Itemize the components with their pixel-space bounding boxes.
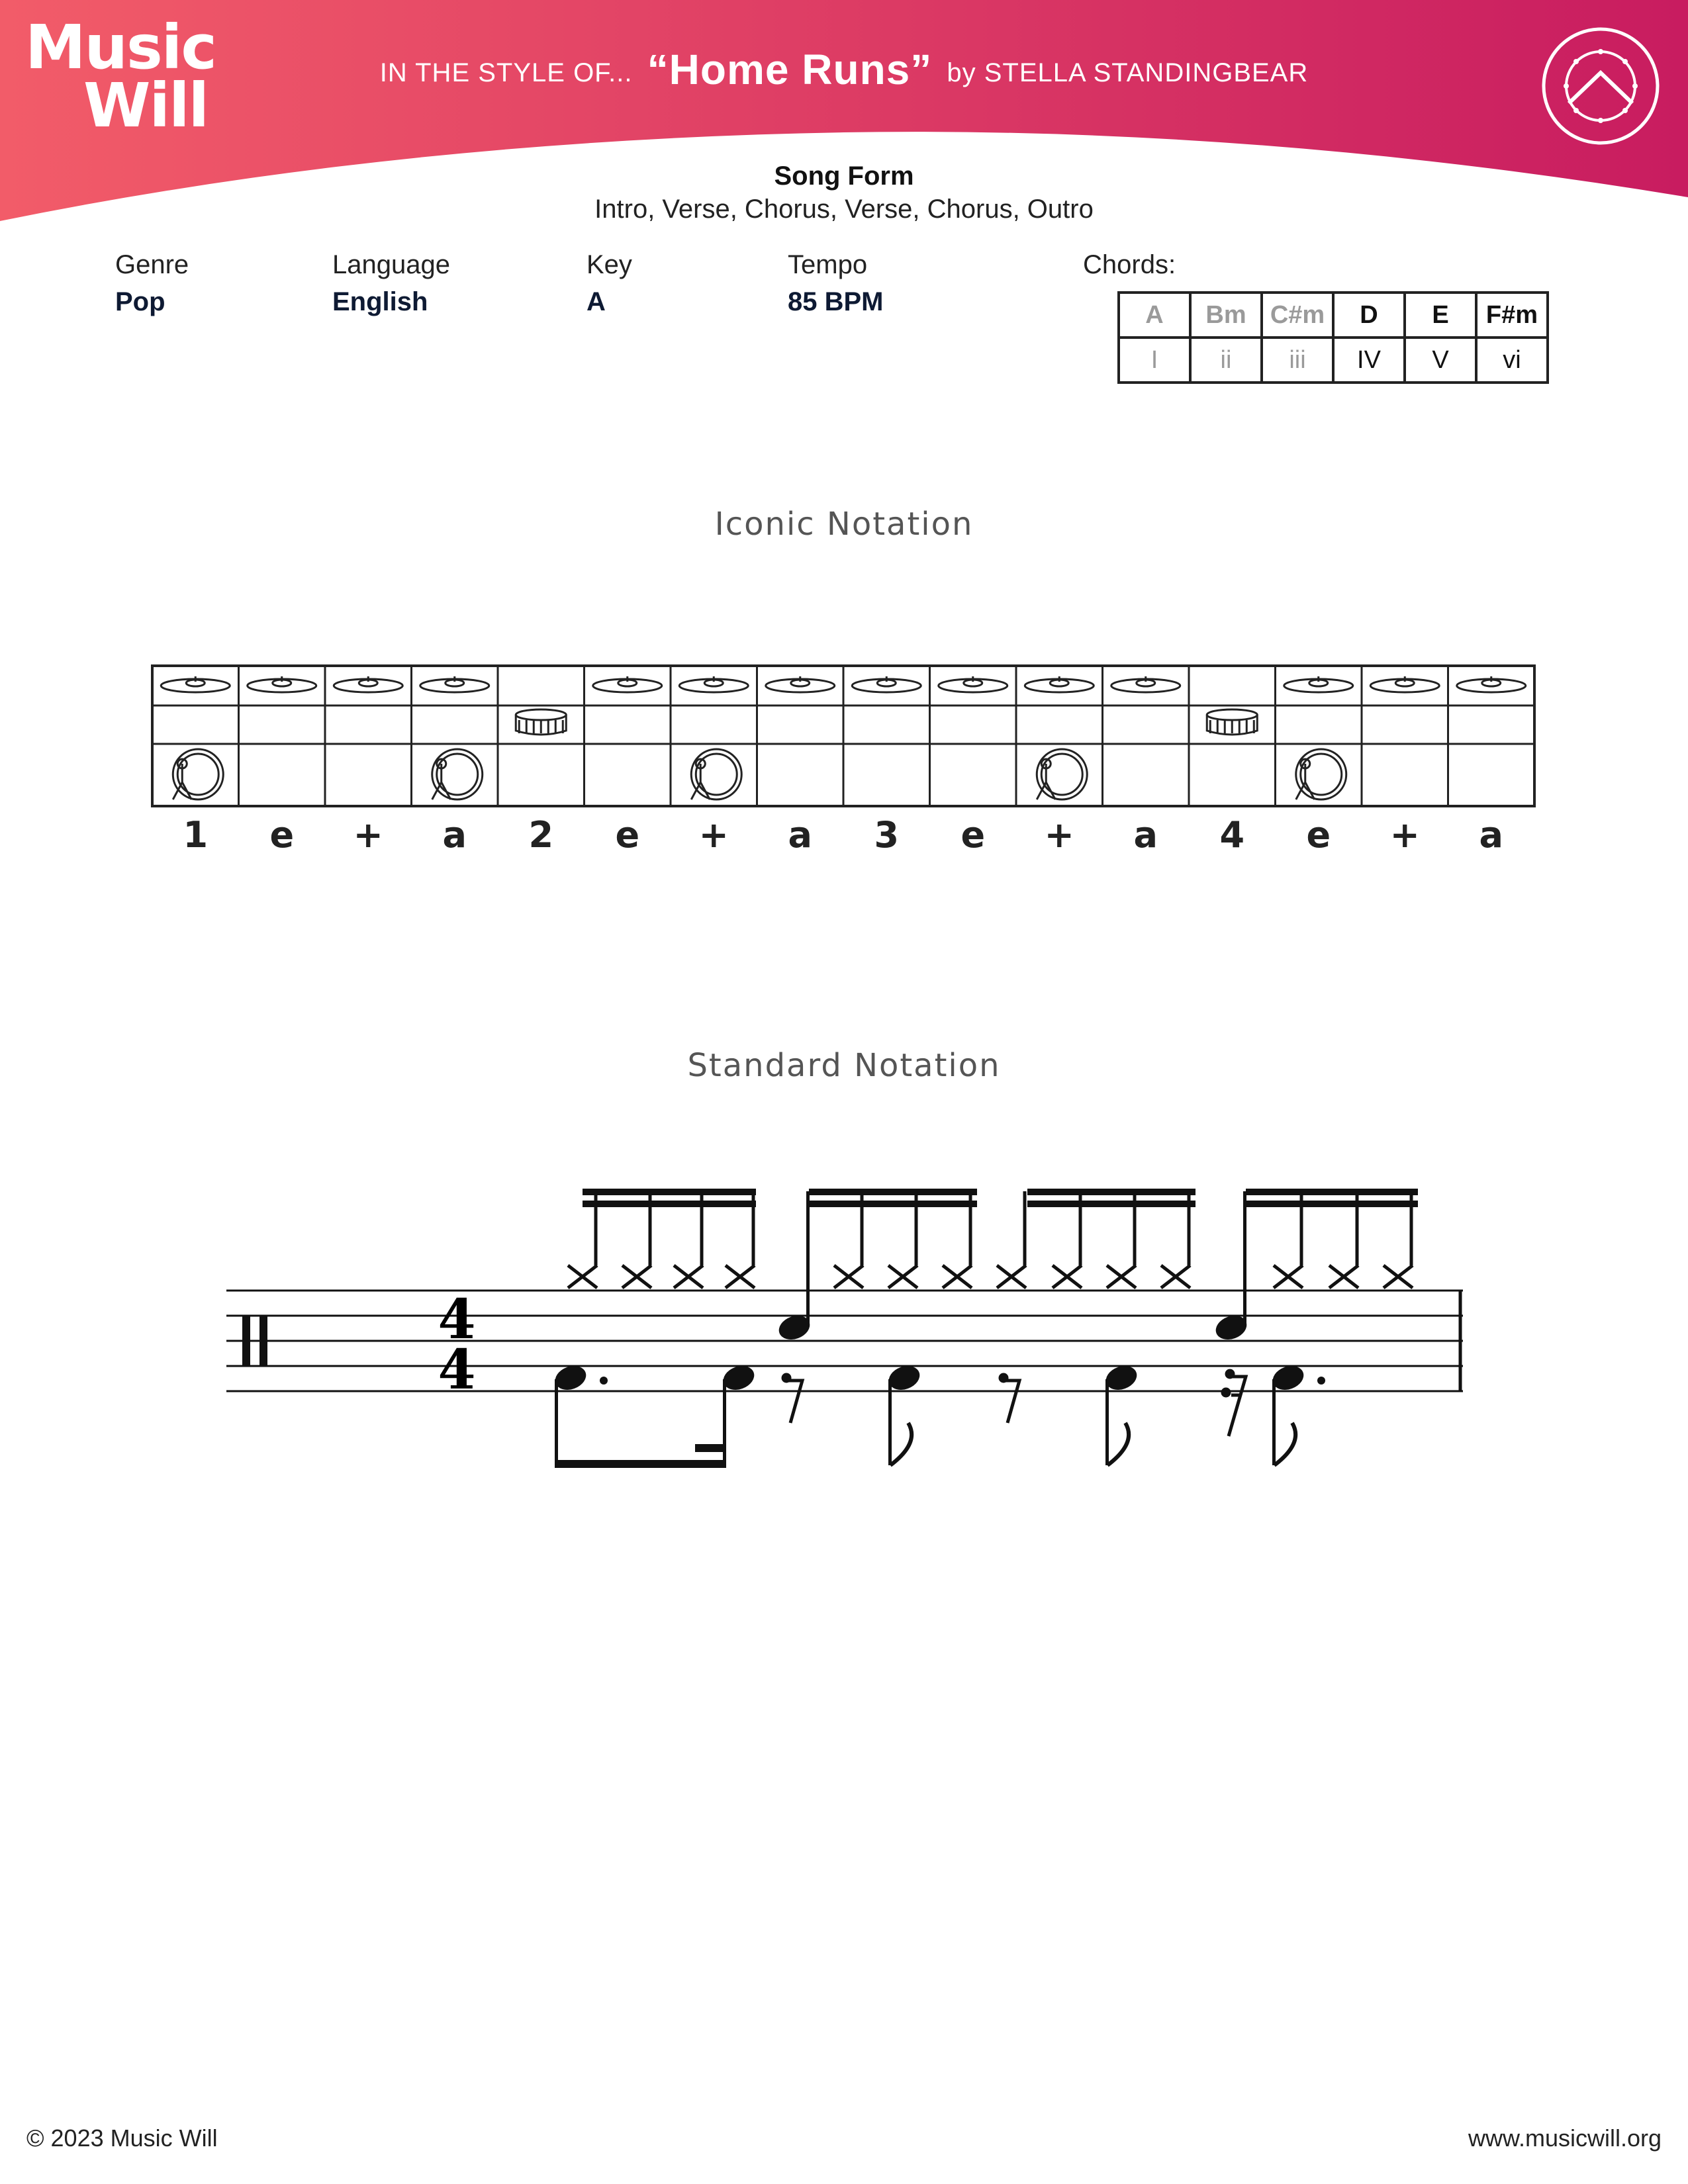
iconic-notation-title: Iconic Notation: [714, 506, 974, 543]
kick-stem: [1105, 1379, 1109, 1465]
genre-label: Genre: [115, 250, 189, 279]
artist-credit: by STELLA STANDINGBEAR: [947, 58, 1309, 87]
chord-table: [1117, 291, 1549, 384]
chord-name: A: [1119, 293, 1190, 338]
chord-name: E: [1405, 293, 1476, 338]
kick-stem: [555, 1379, 558, 1465]
snare-stem: [806, 1191, 810, 1326]
hihat-icon: [334, 676, 402, 692]
key-value: A: [586, 287, 606, 316]
tempo-value: 85 BPM: [788, 287, 884, 316]
hihat-icon: [248, 676, 316, 692]
kick-beam: [555, 1460, 726, 1468]
count-label: e: [615, 814, 640, 856]
time-signature-top: 4: [438, 1288, 476, 1351]
copyright: © 2023 Music Will: [26, 2124, 218, 2152]
chord-numeral: iii: [1262, 338, 1333, 383]
chord-numeral: I: [1119, 338, 1190, 383]
chord-name: C#m: [1262, 293, 1333, 338]
chords-label: Chords:: [1083, 250, 1176, 279]
upper-beams: [583, 1189, 1418, 1207]
hihat-icon: [161, 676, 230, 692]
snare-drum-icon: [1207, 709, 1257, 735]
song-form-title: Song Form: [774, 161, 914, 191]
count-label: e: [961, 814, 986, 856]
count-label: e: [1306, 814, 1331, 856]
snare-drum-icon: [516, 709, 566, 735]
hihat-icon: [1284, 676, 1353, 692]
song-title: “Home Runs”: [647, 46, 933, 93]
key-label: Key: [586, 250, 632, 279]
rests: [782, 1369, 1246, 1436]
song-form-sections: Intro, Verse, Chorus, Verse, Chorus, Outro: [594, 195, 1094, 224]
chord-numeral-row: [1119, 338, 1548, 383]
count-label: +: [1044, 814, 1074, 856]
hihat-icon: [1370, 676, 1439, 692]
hihat-note: [997, 1191, 1026, 1288]
kick-stem: [888, 1379, 892, 1465]
bass-drum-icon: [691, 749, 741, 799]
time-signature-bottom: 4: [438, 1338, 476, 1402]
hihat-icon: [1457, 676, 1526, 692]
hihat-icon: [420, 676, 489, 692]
bass-drum-icon: [432, 749, 483, 799]
count-label: a: [442, 814, 467, 856]
language-label: Language: [332, 250, 450, 279]
snare-voice: [776, 1191, 1250, 1343]
genre-value: Pop: [115, 287, 165, 316]
snare-stem: [1243, 1191, 1246, 1326]
kick-voice: [552, 1362, 1325, 1468]
count-label: 1: [183, 814, 209, 856]
chord-name: Bm: [1190, 293, 1262, 338]
chord-numeral: vi: [1476, 338, 1548, 383]
logo-line-2: Will: [83, 70, 209, 141]
logo-line-1: Music: [25, 12, 216, 83]
kick-beam: [695, 1444, 726, 1452]
chord-name-row: [1119, 293, 1548, 338]
count-label: 3: [874, 814, 900, 856]
sixteenth-rest: [1229, 1377, 1246, 1436]
tempo-label: Tempo: [788, 250, 868, 279]
bass-drum-icon: [173, 749, 223, 799]
count-label: a: [788, 814, 812, 856]
drum-kit-icon: [1540, 25, 1662, 147]
count-label: e: [269, 814, 295, 856]
count-label: a: [1479, 814, 1503, 856]
kick-stem: [1272, 1379, 1276, 1465]
dot: [600, 1377, 608, 1385]
eighth-rest: [789, 1381, 802, 1423]
drum-staff: [218, 1158, 1476, 1489]
song-heading: [0, 45, 1688, 94]
hihat-icon: [1111, 676, 1180, 692]
hihat-icon: [1025, 676, 1094, 692]
count-label: +: [698, 814, 729, 856]
hihat-icon: [766, 676, 835, 692]
bass-drum-icon: [1037, 749, 1087, 799]
dot: [1317, 1377, 1325, 1385]
bass-drum-icon: [1296, 749, 1346, 799]
hihat-icon: [679, 676, 748, 692]
count-label: 2: [528, 814, 554, 856]
standard-notation-title: Standard Notation: [687, 1047, 1001, 1084]
language-value: English: [332, 287, 428, 316]
iconic-notation-grid: [151, 664, 1538, 810]
style-prefix: IN THE STYLE OF...: [379, 58, 633, 87]
website-link[interactable]: www.musicwill.org: [1468, 2124, 1662, 2152]
count-label: a: [1133, 814, 1158, 856]
header-banner: [0, 0, 1688, 225]
hihat-icon: [852, 676, 921, 692]
count-label: +: [1389, 814, 1420, 856]
kick-stem: [723, 1379, 726, 1465]
chord-name: F#m: [1476, 293, 1548, 338]
chord-name: D: [1333, 293, 1405, 338]
chord-numeral: IV: [1333, 338, 1405, 383]
chord-numeral: ii: [1190, 338, 1262, 383]
hihat-icon: [939, 676, 1008, 692]
count-label: +: [353, 814, 383, 856]
chord-numeral: V: [1405, 338, 1476, 383]
eighth-rest: [1006, 1381, 1019, 1423]
flags: [890, 1423, 1295, 1465]
count-label: 4: [1219, 814, 1245, 856]
hihat-icon: [593, 676, 662, 692]
